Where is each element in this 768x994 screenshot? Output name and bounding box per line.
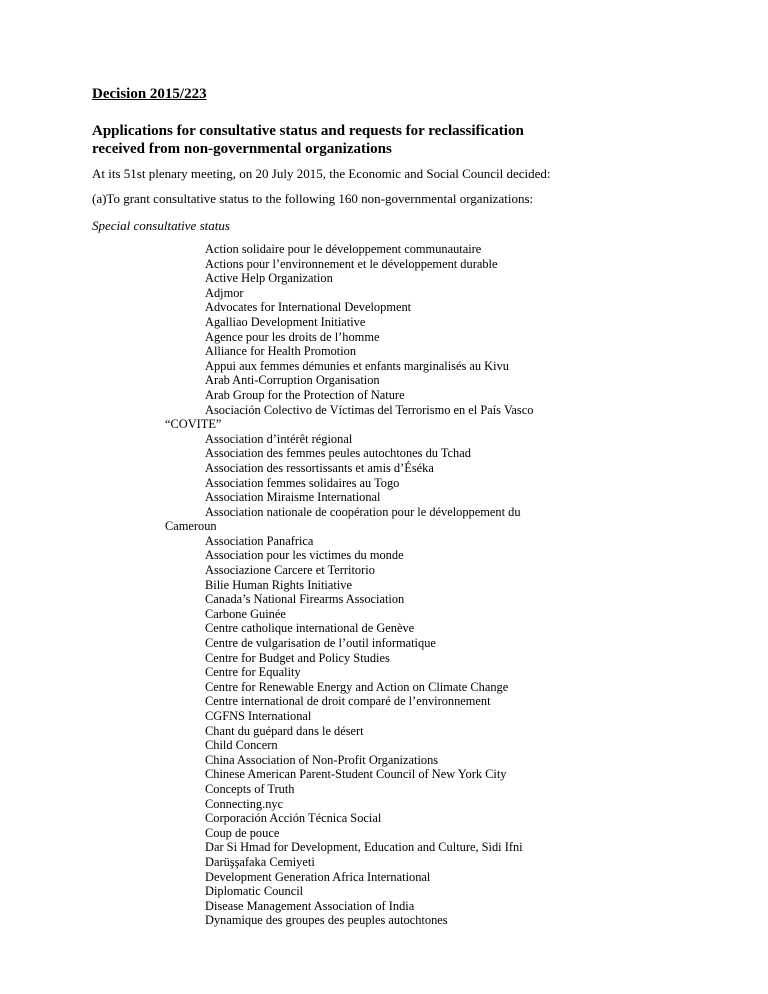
organization-line: Arab Group for the Protection of Nature [205,387,405,402]
organization-line: Carbone Guinée [205,606,286,621]
organization-line: Darüşşafaka Cemiyeti [205,854,315,869]
organization-line: CGFNS International [205,709,312,723]
organization-line: Adjmor [205,285,244,300]
organization-line: Association Panafrica [205,533,314,548]
organization-line: Arab Anti-Corruption Organisation [205,373,380,388]
organization-line: Association Miraisme International [205,490,381,505]
organization-line: Association des femmes peules autochtones du Tchad [205,446,471,461]
organization-line: Action solidaire pour le développement communautaire [205,242,482,256]
organization-line: Centre for Equality [205,665,301,680]
organization-line: Concepts of Truth [205,781,295,796]
organization-line: Dynamique des groupes des peuples autochtones [205,913,448,928]
decision-title: Decision 2015/223 [92,86,207,102]
organization-line: Development Generation Africa International [205,869,431,884]
heading-line: Applications for consultative status and requests for reclassification [92,123,524,139]
organization-line: Canada’s National Firearms Association [205,592,405,607]
organization-line: Centre for Budget and Policy Studies [205,650,390,665]
organization-list [0,242,768,928]
organization-line: Association nationale de coopération pour le développement du [205,504,521,519]
organization-line: Centre catholique international de Genève [205,621,415,636]
organization-line-continuation: “COVITE” [165,417,222,432]
organization-line: Alliance for Health Promotion [205,344,357,359]
organization-line: Association des ressortissants et amis d’Éséka [205,460,434,475]
organization-line: Appui aux femmes démunies et enfants marginalisés au Kivu [205,358,509,373]
organization-line: Asociación Colectivo de Víctimas del Terrorismo en el País Vasco [205,402,534,417]
organization-line: Connecting.nyc [205,796,284,811]
organization-line: China Association of Non-Profit Organizations [205,752,439,767]
organization-line: Dar Si Hmad for Development, Education and Culture, Sidi Ifni [205,840,523,855]
organization-line: Chinese American Parent-Student Council of New York City [205,767,507,782]
organization-line: Association d’intérêt régional [205,431,353,446]
intro-paragraph: At its 51st plenary meeting, on 20 July 2015, the Economic and Social Council decided: [92,166,551,181]
status-label: Special consultative status [92,218,230,233]
organization-line: Associazione Carcere et Territorio [205,563,375,578]
organization-line: Agalliao Development Initiative [205,314,366,329]
organization-line: Centre de vulgarisation de l’outil informatique [205,636,436,651]
organization-line: Corporación Acción Técnica Social [205,811,382,826]
organization-line: Child Concern [205,738,278,753]
organization-line: Bilie Human Rights Initiative [205,577,352,592]
grant-clause: (a)To grant consultative status to the following 160 non-governmental organizations: [92,191,534,206]
organization-line: Centre for Renewable Energy and Action on Climate Change [205,679,509,694]
organization-line: Disease Management Association of India [205,898,415,913]
organization-line: Agence pour les droits de l’homme [205,329,380,344]
heading-line: received from non-governmental organizations [92,141,392,157]
document-heading [92,122,692,158]
organization-line: Actions pour l’environnement et le développement durable [205,256,498,271]
organization-line: Active Help Organization [205,271,333,286]
organization-line: Centre international de droit comparé de l’environnement [205,694,491,709]
organization-line: Coup de pouce [205,825,280,840]
organization-line: Advocates for International Development [205,300,412,315]
organization-line-continuation: Cameroun [165,519,217,534]
organization-line: Association femmes solidaires au Togo [205,475,400,490]
organization-line: Diplomatic Council [205,884,304,899]
organization-line: Chant du guépard dans le désert [205,723,364,738]
organization-line: Association pour les victimes du monde [205,548,404,563]
